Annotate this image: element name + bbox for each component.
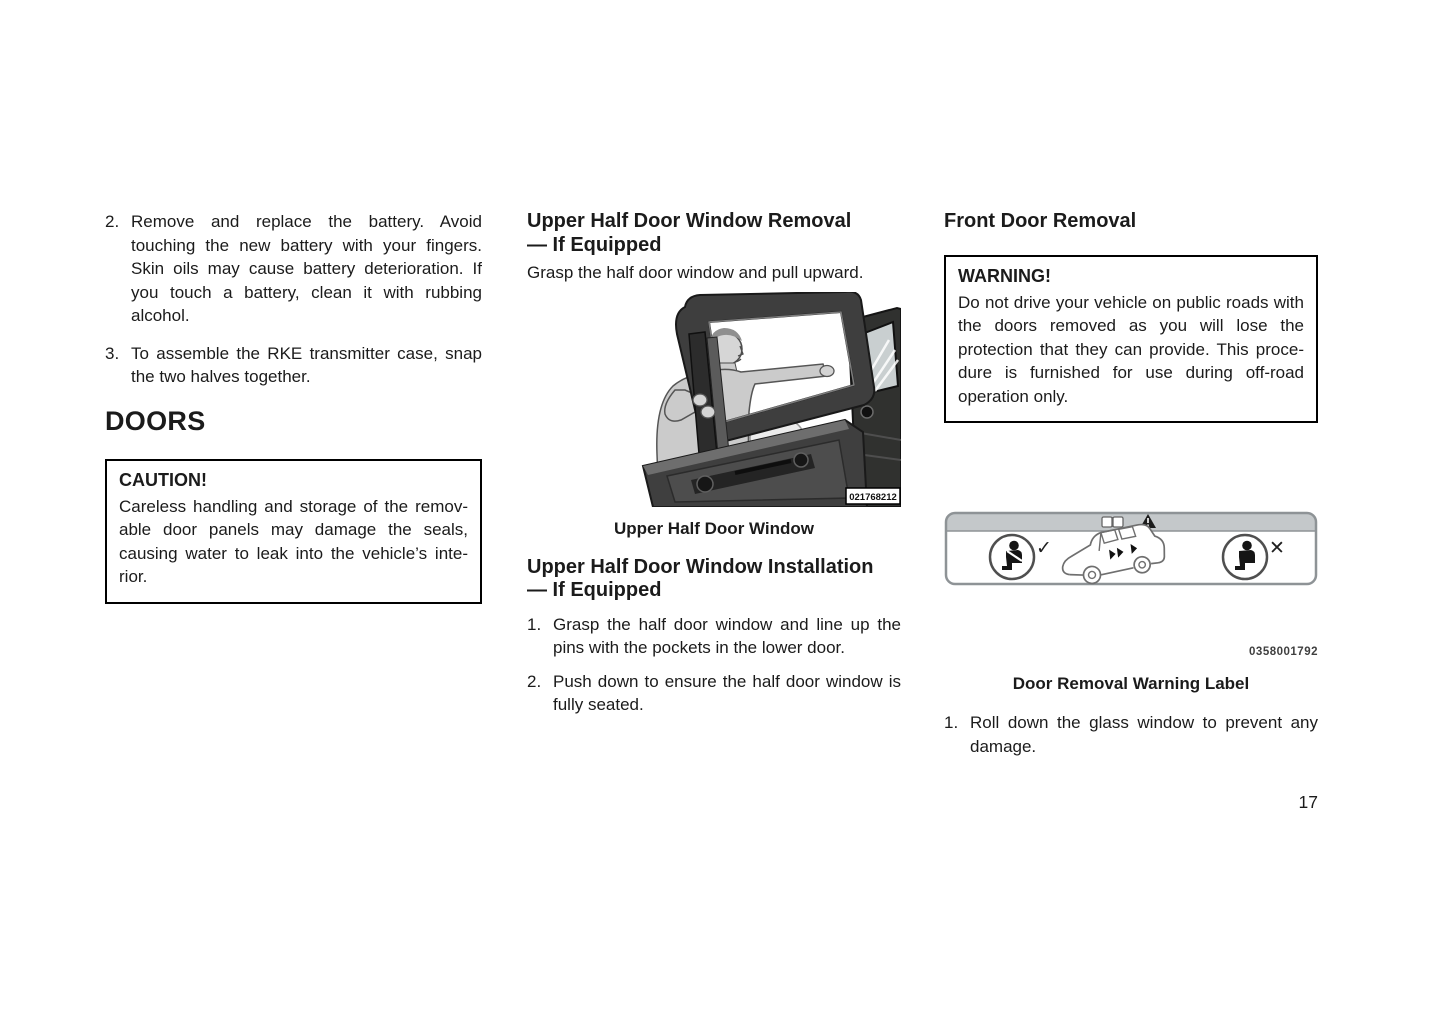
- figure-code-tag: [846, 488, 900, 504]
- warning-title: WARNING!: [958, 265, 1051, 286]
- list-item: [527, 613, 901, 660]
- list-item: [105, 342, 482, 389]
- caution-title: CAUTION!: [119, 469, 207, 490]
- section-heading-doors: DOORS: [105, 405, 206, 436]
- figure-caption: Upper Half Door Window: [613, 518, 815, 538]
- half-door-window-figure-image: [605, 292, 901, 507]
- owner-manual-book-icon: [1102, 517, 1123, 527]
- heading-line: Upper Half Door Window Installation: [527, 555, 874, 578]
- list-item-text: Push down to ensure the half door window is fully seated.: [553, 671, 901, 714]
- list-item-text: Remove and replace the battery. Avoid touching the new battery with your fingers. Skin oils may cause battery deterioration. If you touch a battery, clean it with rubbing alcohol.: [131, 212, 482, 325]
- label-image-code: 0358001792: [1249, 646, 1318, 658]
- figure-code: 021768212: [849, 491, 897, 503]
- heading-upper-half-door-window-installation: [527, 556, 901, 603]
- removal-intro-text: Grasp the half door window and pull upward.: [527, 263, 864, 282]
- heading-line: Upper Half Door Window Removal: [527, 210, 852, 232]
- list-item: [105, 210, 482, 328]
- list-item-number: 2.: [527, 671, 542, 691]
- list-item-text: To assemble the RKE transmitter case, snap the two halves together.: [131, 343, 482, 386]
- list-item-text: Grasp the half door window and line up the pins with the pockets in the lower door.: [553, 614, 901, 657]
- warning-box: [944, 255, 1318, 424]
- front-door-removal-steps: [944, 711, 1318, 758]
- door-removal-warning-label-image: [944, 511, 1318, 586]
- list-item: [527, 670, 901, 717]
- list-item-number: 1.: [527, 614, 542, 634]
- caution-body: Careless handling and storage of the removable door panels may damage the seals, causing water to leak into the vehicle’s interior.: [119, 496, 468, 586]
- heading-upper-half-door-window-removal: [527, 210, 901, 257]
- heading-line: — If Equipped: [527, 579, 662, 601]
- numbered-list: [105, 210, 482, 389]
- heading-front-door-removal: [944, 210, 1318, 234]
- cross-icon: ✕: [1269, 538, 1285, 559]
- list-item-number: 2.: [105, 212, 120, 231]
- label-figure-caption: Door Removal Warning Label: [1012, 674, 1250, 693]
- heading-line: — If Equipped: [527, 233, 662, 256]
- page-number: 17: [1298, 792, 1318, 812]
- column-right: [944, 210, 1318, 758]
- list-item-number: 3.: [105, 343, 120, 363]
- column-middle: [527, 210, 901, 717]
- list-item-text: Roll down the glass window to prevent any damage.: [970, 713, 1318, 756]
- warning-body: Do not drive your vehicle on public roads with the doors removed as you will lose the protection that they can provide. This procedure is furnished for use during off-road operation only.: [958, 292, 1304, 406]
- heading-line: Front Door Removal: [944, 210, 1137, 232]
- seatbelt-on-icon: [990, 535, 1034, 579]
- list-item: [944, 711, 1318, 758]
- installation-steps: [527, 613, 901, 717]
- check-icon: ✓: [1036, 538, 1052, 559]
- seatbelt-off-icon: [1223, 535, 1267, 579]
- caution-box: [105, 459, 482, 604]
- column-left: [105, 210, 482, 604]
- list-item-number: 1.: [944, 713, 959, 732]
